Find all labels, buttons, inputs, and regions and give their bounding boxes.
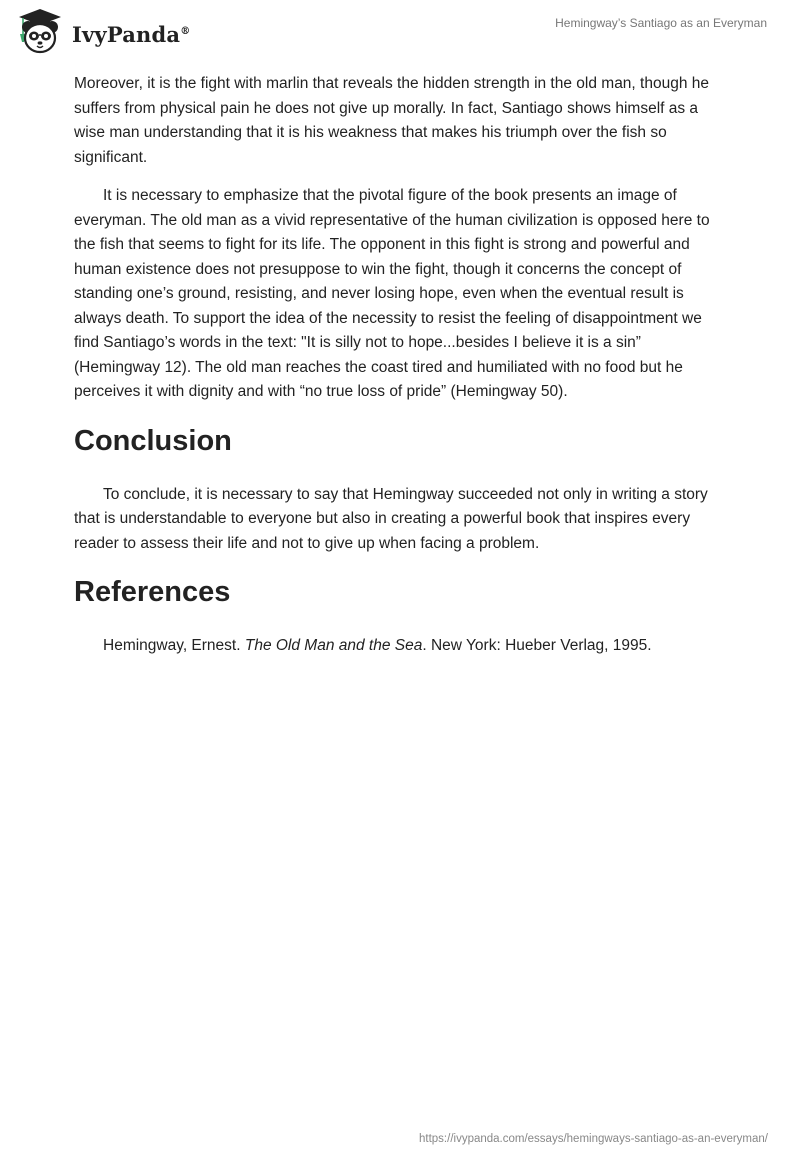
conclusion-paragraph: To conclude, it is necessary to say that Hemingway succeeded not only in writing a story that is understandable to everyone but also in creating a powerful book that inspires every reader to assess their life and not to give up when facing a problem. [74, 485, 708, 552]
panda-graduate-icon [14, 8, 66, 56]
body-paragraph: It is necessary to emphasize that the pivotal figure of the book presents an image of everyman. The old man as a vivid representative of the human civilization is opposed here to the fish that seems to fight for its life. The opponent in this fight is strong and powerful and human existence does not presuppose to win the fight, though it concerns the concept of standing one’s ground, resisting, and never losing hope, even when the eventual result is always death. To support the idea of the necessity to resist the feeling of disappointment we find Santiago’s words in the text: "It is silly not to hope...besides I believe it is a sin” (Hemingway 12). The old man reaches the coast tired and humiliated with no food but he perceives it with dignity and with “no true loss of pride” (Hemingway 50). [74, 187, 710, 400]
logo-wordmark: IvyPanda® [72, 21, 191, 47]
source-url[interactable]: https://ivypanda.com/essays/hemingways-santiago-as-an-everyman/ [419, 1133, 768, 1145]
document-title: Hemingway’s Santiago as an Everyman [555, 16, 767, 30]
reference-author: Hemingway, Ernest. [103, 637, 245, 654]
reference-entry [74, 634, 724, 659]
references-heading: References [74, 576, 231, 608]
ivypanda-logo[interactable] [14, 8, 190, 56]
conclusion-heading: Conclusion [74, 424, 232, 457]
page-header [0, 0, 800, 70]
reference-publication: . New York: Hueber Verlag, 1995. [422, 637, 652, 654]
body-paragraph: Moreover, it is the fight with marlin that reveals the hidden strength in the old man, though he suffers from physical pain he does not give up morally. In fact, Santiago shows himself as a wise man understanding that it is his weakness that makes his triumph over the fish so significant. [74, 75, 710, 166]
essay-content [74, 72, 724, 659]
reference-title: The Old Man and the Sea [244, 637, 423, 654]
